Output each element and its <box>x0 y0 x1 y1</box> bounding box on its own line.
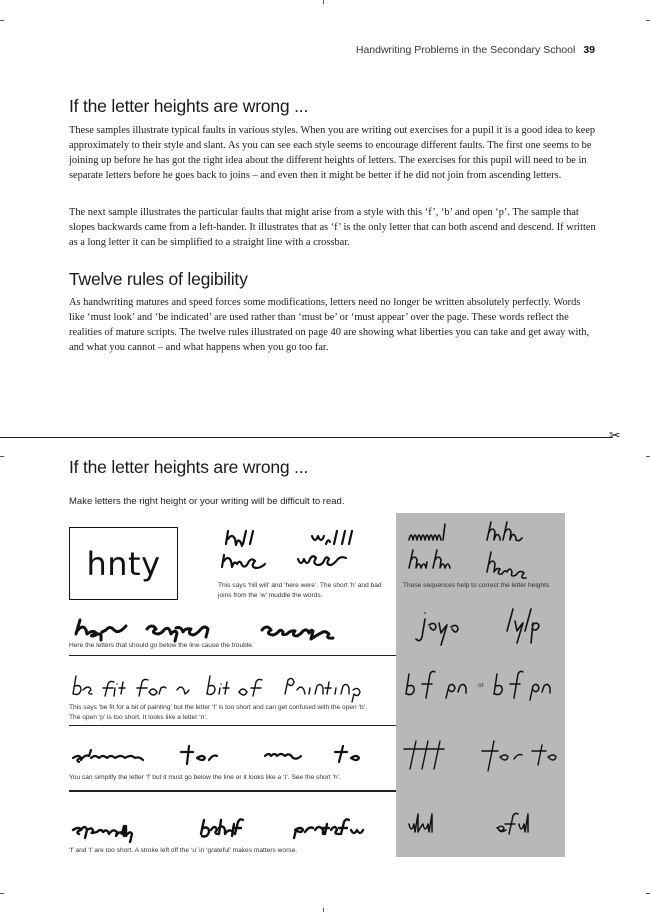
caption-bit-painting: This says ‘be fit for a bit of painting’ but the letter ‘f’ is too short and can get confused with the open ‘b’. The open ‘p’ is too short. It looks like a letter ‘n’. <box>69 704 367 721</box>
handwriting-sequence-joyo <box>415 605 560 650</box>
sample-box-text: hnty <box>86 544 161 583</box>
cutout-heading: If the letter heights are wrong ... <box>69 457 309 477</box>
caption-simplify-f: You can simplify the letter ‘f’ but it must go below the line or it looks like a ‘t’. See the short ‘h’. <box>69 774 341 781</box>
cut-line <box>0 437 613 438</box>
row-divider <box>69 790 396 792</box>
handwriting-be-fit-painting <box>69 670 369 702</box>
cutout-intro: Make letters the right height or your writing will be difficult to read. <box>69 496 345 507</box>
section-heading-letter-heights: If the letter heights are wrong ... <box>69 96 309 116</box>
paragraph: As handwriting matures and speed forces some modifications, letters need no longer be written absolutely perfectly. Words like ‘must look’ and ‘be indicated’ are used rather than ‘must be’ or ‘must appear’ over the page. These words reflect the realities of mature scripts. The twelve rules illustrated on page 40 are showing what liberties you can take and get away with, and what you cannot – and what happens when you go too far. <box>69 297 590 354</box>
caption-too-short: ‘f’ and ‘l’ are too short. A stroke left off the ‘u’ in ‘grateful’ makes matters worse. <box>69 847 298 854</box>
crop-mark <box>0 20 4 21</box>
caption-sequences: These sequences help to correct the letter heights <box>403 582 550 589</box>
handwriting-hill-will-here-were <box>218 527 368 577</box>
crop-mark <box>0 893 4 894</box>
handwriting-shown-for-me-to <box>69 740 369 770</box>
caption-hill-here: This says ‘hill will’ and ‘here were’. The short ‘h’ and bad joins from the ‘w’ muddle the words. <box>218 582 382 599</box>
page-number: 39 <box>583 44 595 56</box>
crop-mark <box>646 456 650 457</box>
paragraph: These samples illustrate typical faults in various styles. When you are writing out exercises for a pupil it is a good idea to keep approximately to their style and slant. As you can see each style seems to encourage different faults. The first one seems to be joining up before he has got the right idea about the different heights of letters. The exercises for this pupil will need to be in separate letters before he goes back to joins – and even then it might be better if he did not join from ascending letters. <box>69 125 596 182</box>
scissors-icon: ✂ <box>609 428 621 444</box>
or-label: or <box>478 682 484 689</box>
row-divider <box>69 655 396 656</box>
crop-mark <box>323 0 324 4</box>
running-head-title: Handwriting Problems in the Secondary School <box>355 44 576 56</box>
handwriting-sequence-ulul-eful <box>405 810 555 840</box>
crop-mark <box>0 456 4 457</box>
handwriting-specially-behalf-grateful <box>69 812 389 842</box>
crop-mark <box>646 893 650 894</box>
sample-box <box>69 527 178 600</box>
crop-mark <box>646 20 650 21</box>
caption-below-line: Here the letters that should go below the line cause the trouble. <box>69 642 254 649</box>
handwriting-sequence-hnhn <box>405 520 561 580</box>
running-head <box>356 44 595 56</box>
handwriting-sequence-ttt-for-to <box>402 735 562 775</box>
paragraph: The next sample illustrates the particular faults that might arise from a style with this ‘f’, ‘b’ and open ‘p’. The sample that slopes backwards came from a left-hander. It illustrates that as ‘f’ is the only letter that can both ascend and descend. If written as a long letter it can be simplified to a straight line with a crossbar. <box>69 207 596 249</box>
section-heading-legibility: Twelve rules of legibility <box>69 269 248 289</box>
handwriting-hope-enjoy-escape <box>72 612 362 640</box>
crop-mark <box>323 908 324 912</box>
row-divider <box>69 725 396 726</box>
